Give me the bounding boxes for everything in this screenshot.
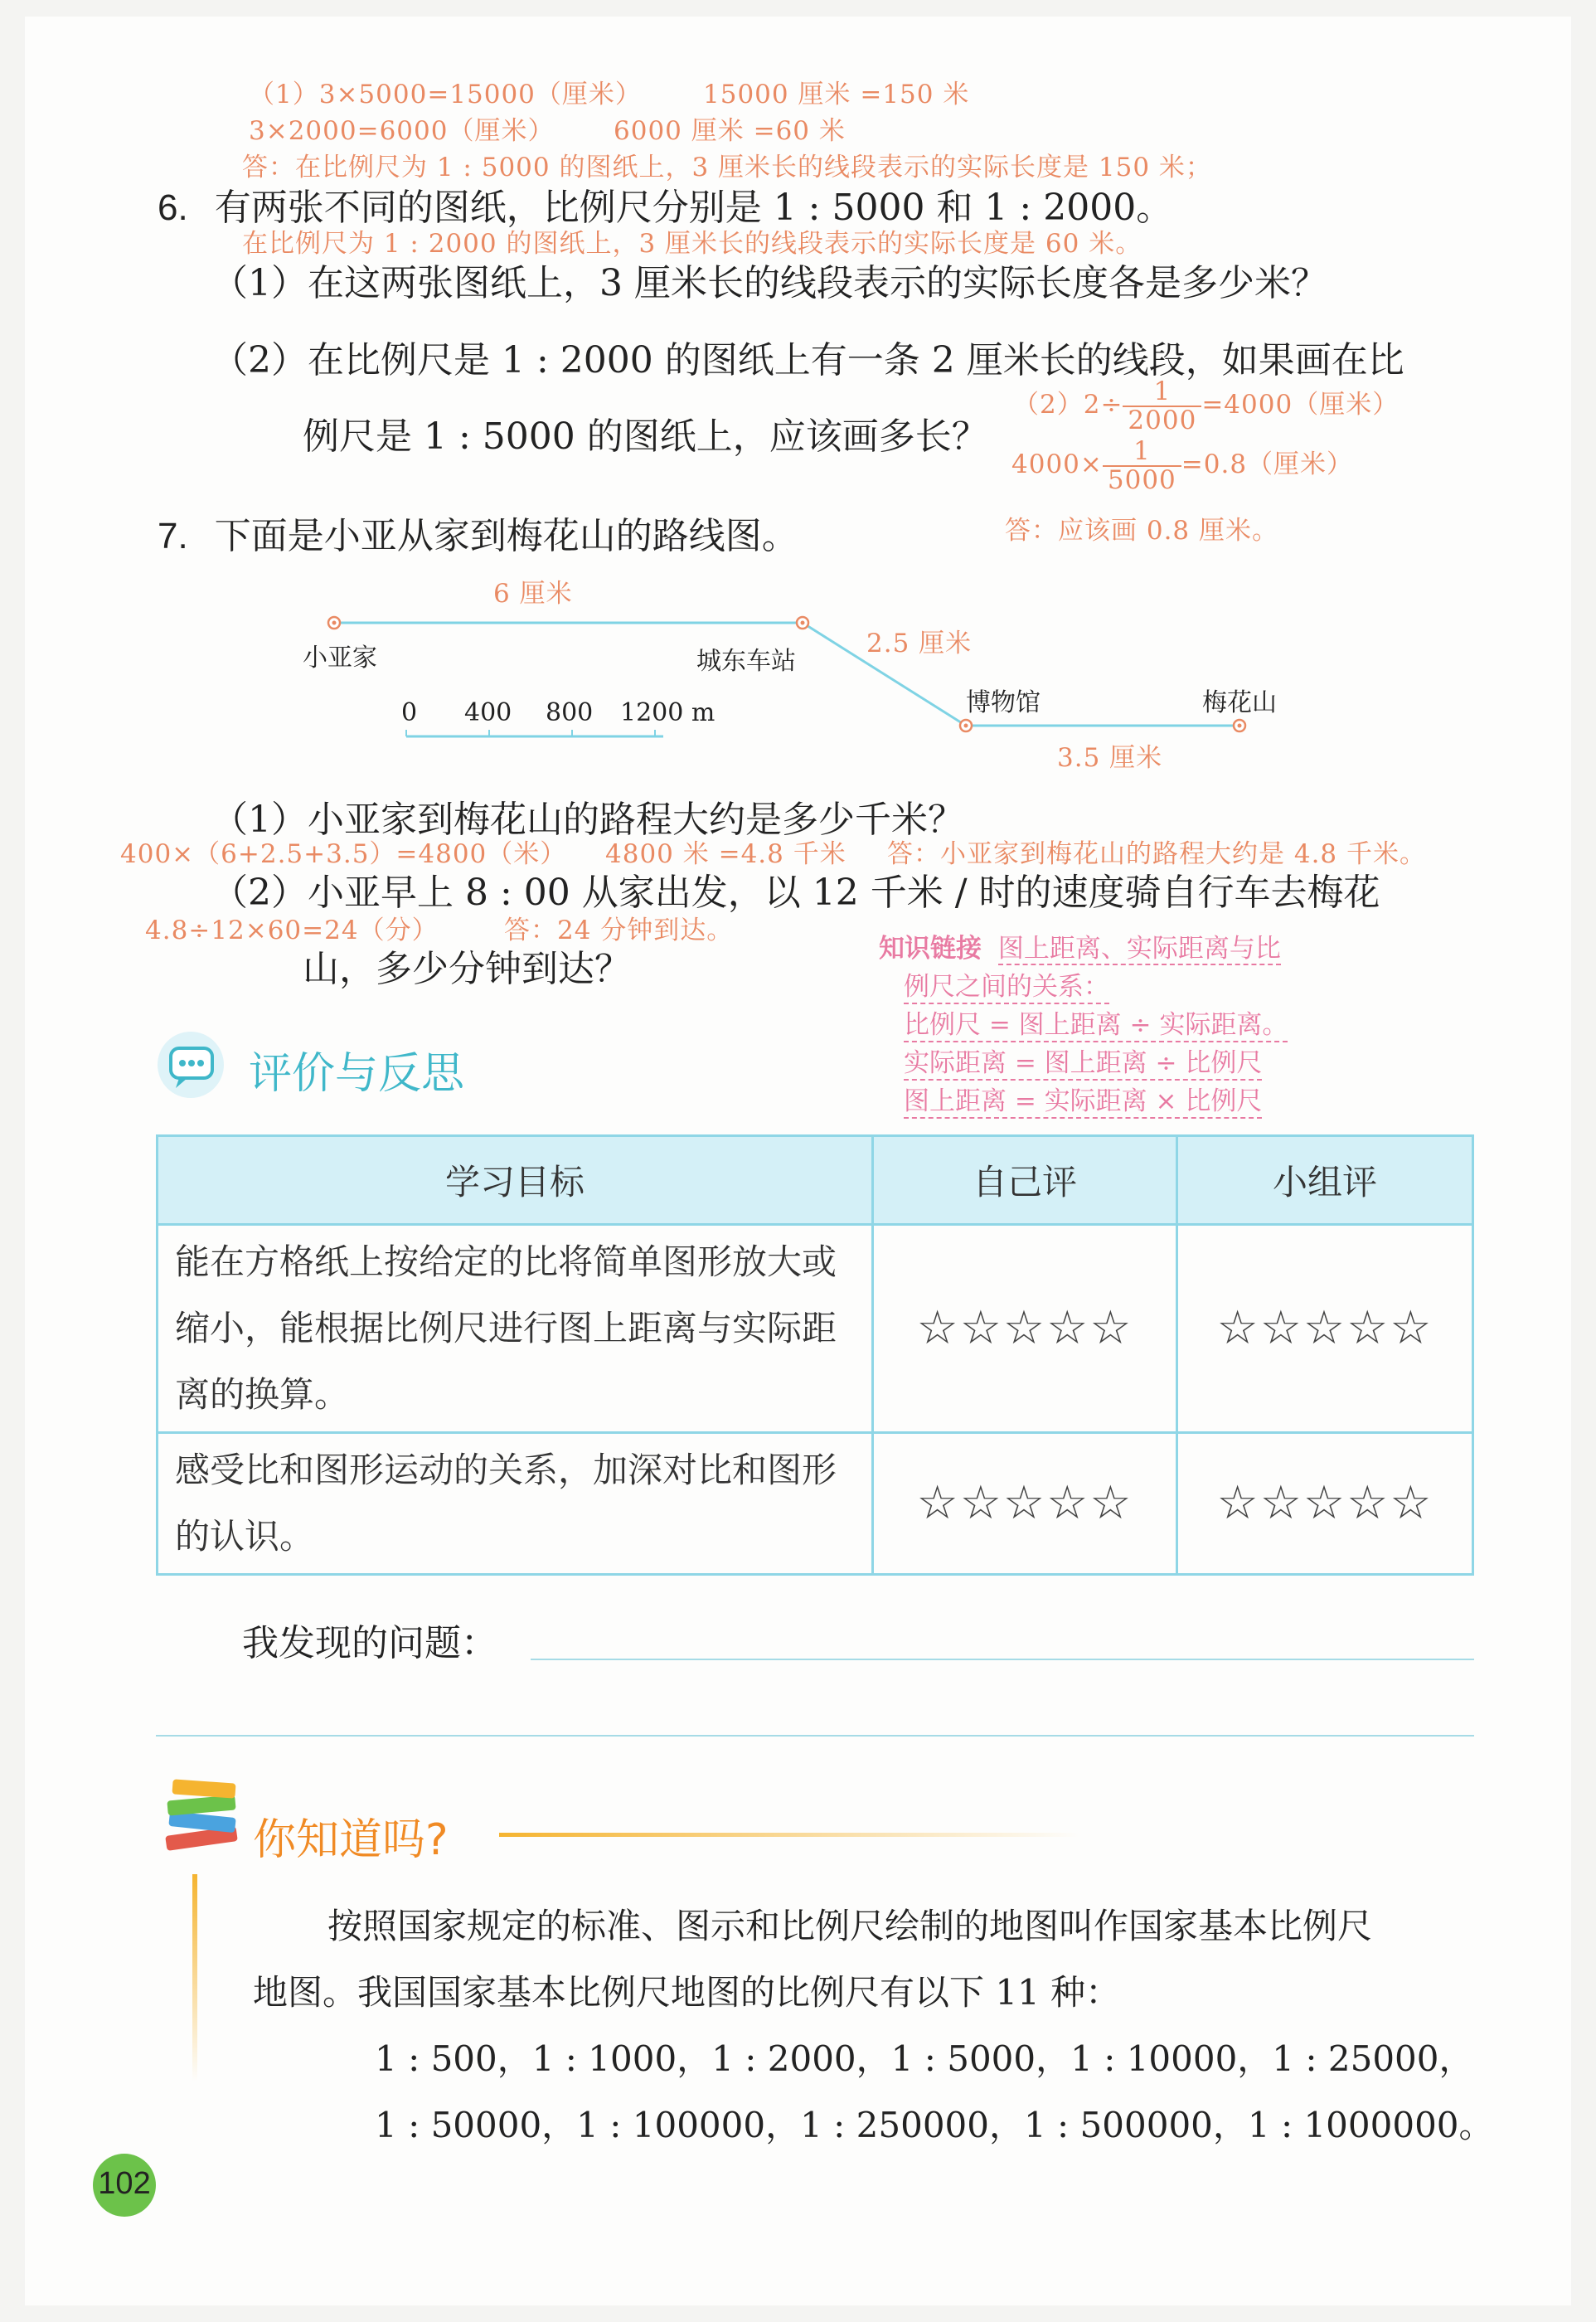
fraction-numerator: 1 (1103, 438, 1181, 467)
q6-answer-p2-prefix: （2）2÷ (1013, 390, 1123, 420)
group-rating-stars[interactable]: ☆☆☆☆☆ (1177, 1433, 1473, 1575)
evaluation-table (156, 1134, 1474, 1576)
evaluation-heading: 评价与反思 (249, 1049, 465, 1099)
knowledge-link-line5: 图上距离 = 实际距离 × 比例尺 (904, 1080, 1262, 1119)
q6-answer-line1b: 15000 厘米 =150 米 (703, 80, 970, 109)
q7-number: 7. (158, 516, 188, 556)
q6-text: 有两张不同的图纸，比例尺分别是 1 : 5000 和 1 : 2000。 (214, 187, 1173, 229)
q7-answer1b: 4800 米 =4.8 千米 (605, 839, 847, 869)
knowledge-link-line4: 实际距离 = 图上距离 ÷ 比例尺 (904, 1042, 1262, 1081)
q7-text: 下面是小亚从家到梅花山的路线图。 (214, 515, 798, 557)
map-label-station: 城东车站 (696, 647, 796, 676)
q6-sub2-line1: （2）在比例尺是 1 : 2000 的图纸上有一条 2 厘米长的线段，如果画在比 (211, 339, 1404, 381)
q6-answer-line2b: 6000 厘米 =60 米 (614, 116, 846, 146)
map-label-home: 小亚家 (303, 644, 377, 673)
q7-sub2-line1: （2）小亚早上 8 : 00 从家出发，以 12 千米 / 时的速度骑自行车去梅花 (211, 872, 1380, 914)
did-you-know-paragraph-line2: 地图。我国国家基本比例尺地图的比例尺有以下 11 种： (253, 1972, 1121, 2013)
table-header-row (158, 1136, 1473, 1225)
table-row (158, 1433, 1473, 1575)
q6-number: 6. (158, 187, 188, 228)
map-seg3-label: 3.5 厘米 (1057, 743, 1163, 773)
heading-underline (499, 1833, 1079, 1837)
knowledge-link-line2: 例尺之间的关系： (904, 965, 1109, 1004)
books-icon (156, 1775, 247, 1858)
knowledge-link-line3: 比例尺 = 图上距离 ÷ 实际距离。 (904, 1003, 1288, 1042)
q6-answer-p2-suffix: =4000（厘米） (1201, 390, 1400, 420)
q7-sub1: （1）小亚家到梅花山的路程大约是多少千米？ (211, 799, 964, 841)
map-label-mountain: 梅花山 (1202, 688, 1277, 717)
knowledge-link-title: 知识链接 (879, 934, 982, 964)
problems-answer-line[interactable] (531, 1659, 1474, 1660)
scales-list-line1: 1 : 500，1 : 1000，1 : 2000，1 : 5000，1 : 10000，1 : 25000， (375, 2038, 1474, 2079)
table-row (158, 1225, 1473, 1433)
self-rating-stars[interactable]: ☆☆☆☆☆ (873, 1433, 1177, 1575)
map-seg2-label: 2.5 厘米 (866, 629, 973, 658)
did-you-know-heading: 你知道吗? (253, 1815, 449, 1865)
q7-answer2b: 答：24 分钟到达。 (504, 916, 734, 945)
q6-answer-p3-suffix: =0.8（厘米） (1181, 449, 1354, 480)
did-you-know-paragraph-line1: 按照国家规定的标准、图示和比例尺绘制的地图叫作国家基本比例尺 (327, 1906, 1373, 1946)
q7-answer1: 400×（6+2.5+3.5）=4800（米） (120, 839, 567, 869)
scale-tick-0: 0 (401, 698, 418, 727)
q7-sub2-line2: 山，多少分钟到达？ (303, 948, 631, 990)
fraction-denominator: 5000 (1107, 464, 1176, 495)
self-rating-stars[interactable]: ☆☆☆☆☆ (873, 1225, 1177, 1433)
q6-answer-line3: 答：在比例尺为 1 : 5000 的图纸上，3 厘米长的线段表示的实际长度是 150 米； (242, 153, 1212, 182)
header-self: 自己评 (873, 1136, 1177, 1225)
problems-answer-line-2[interactable] (156, 1735, 1474, 1737)
q6-answer-part2-conclusion: 答：应该画 0.8 厘米。 (1005, 516, 1279, 546)
knowledge-link-line1: 图上距离、实际距离与比 (997, 934, 1281, 964)
fraction-numerator: 1 (1123, 378, 1201, 407)
q6-answer-line2a: 3×2000=6000（厘米） (249, 116, 555, 146)
map-seg1-label: 6 厘米 (493, 579, 573, 609)
q6-sub1: （1）在这两张图纸上，3 厘米长的线段表示的实际长度各是多少米？ (211, 262, 1327, 304)
q7-answer2: 4.8÷12×60=24（分） (145, 916, 439, 945)
fraction-denominator: 2000 (1128, 405, 1197, 435)
goal-cell: 能在方格纸上按给定的比将简单图形放大或缩小，能根据比例尺进行图上距离与实际距离的换算。 (158, 1225, 873, 1433)
q6-sub2-line2: 例尺是 1 : 5000 的图纸上，应该画多长？ (303, 415, 988, 458)
goal-cell: 感受比和图形运动的关系，加深对比和图形的认识。 (158, 1433, 873, 1575)
map-label-museum: 博物馆 (966, 688, 1041, 717)
page-number: 102 (98, 2166, 151, 2201)
header-goal: 学习目标 (158, 1136, 873, 1225)
q6-answer-p3-prefix: 4000× (1011, 449, 1103, 480)
q6-answer-line4: 在比例尺为 1 : 2000 的图纸上，3 厘米长的线段表示的实际长度是 60 米。 (242, 229, 1142, 259)
scale-tick-1200: 1200 m (620, 698, 716, 727)
problems-label: 我发现的问题： (242, 1622, 497, 1664)
side-accent-bar (192, 1874, 197, 2082)
q6-answer-line1a: （1）3×5000=15000（厘米） (249, 80, 642, 109)
q7-answer1c: 答：小亚家到梅花山的路程大约是 4.8 千米。 (887, 839, 1427, 869)
group-rating-stars[interactable]: ☆☆☆☆☆ (1177, 1225, 1473, 1433)
scale-tick-400: 400 (464, 698, 512, 727)
scale-tick-800: 800 (546, 698, 594, 727)
knowledge-link (879, 927, 1281, 964)
scales-list-line2: 1 : 50000，1 : 100000，1 : 250000，1 : 500000，1 : 1000000。 (375, 2105, 1494, 2145)
route-map (0, 0, 1596, 796)
header-group: 小组评 (1177, 1136, 1473, 1225)
chat-bubble-icon (154, 1028, 229, 1103)
